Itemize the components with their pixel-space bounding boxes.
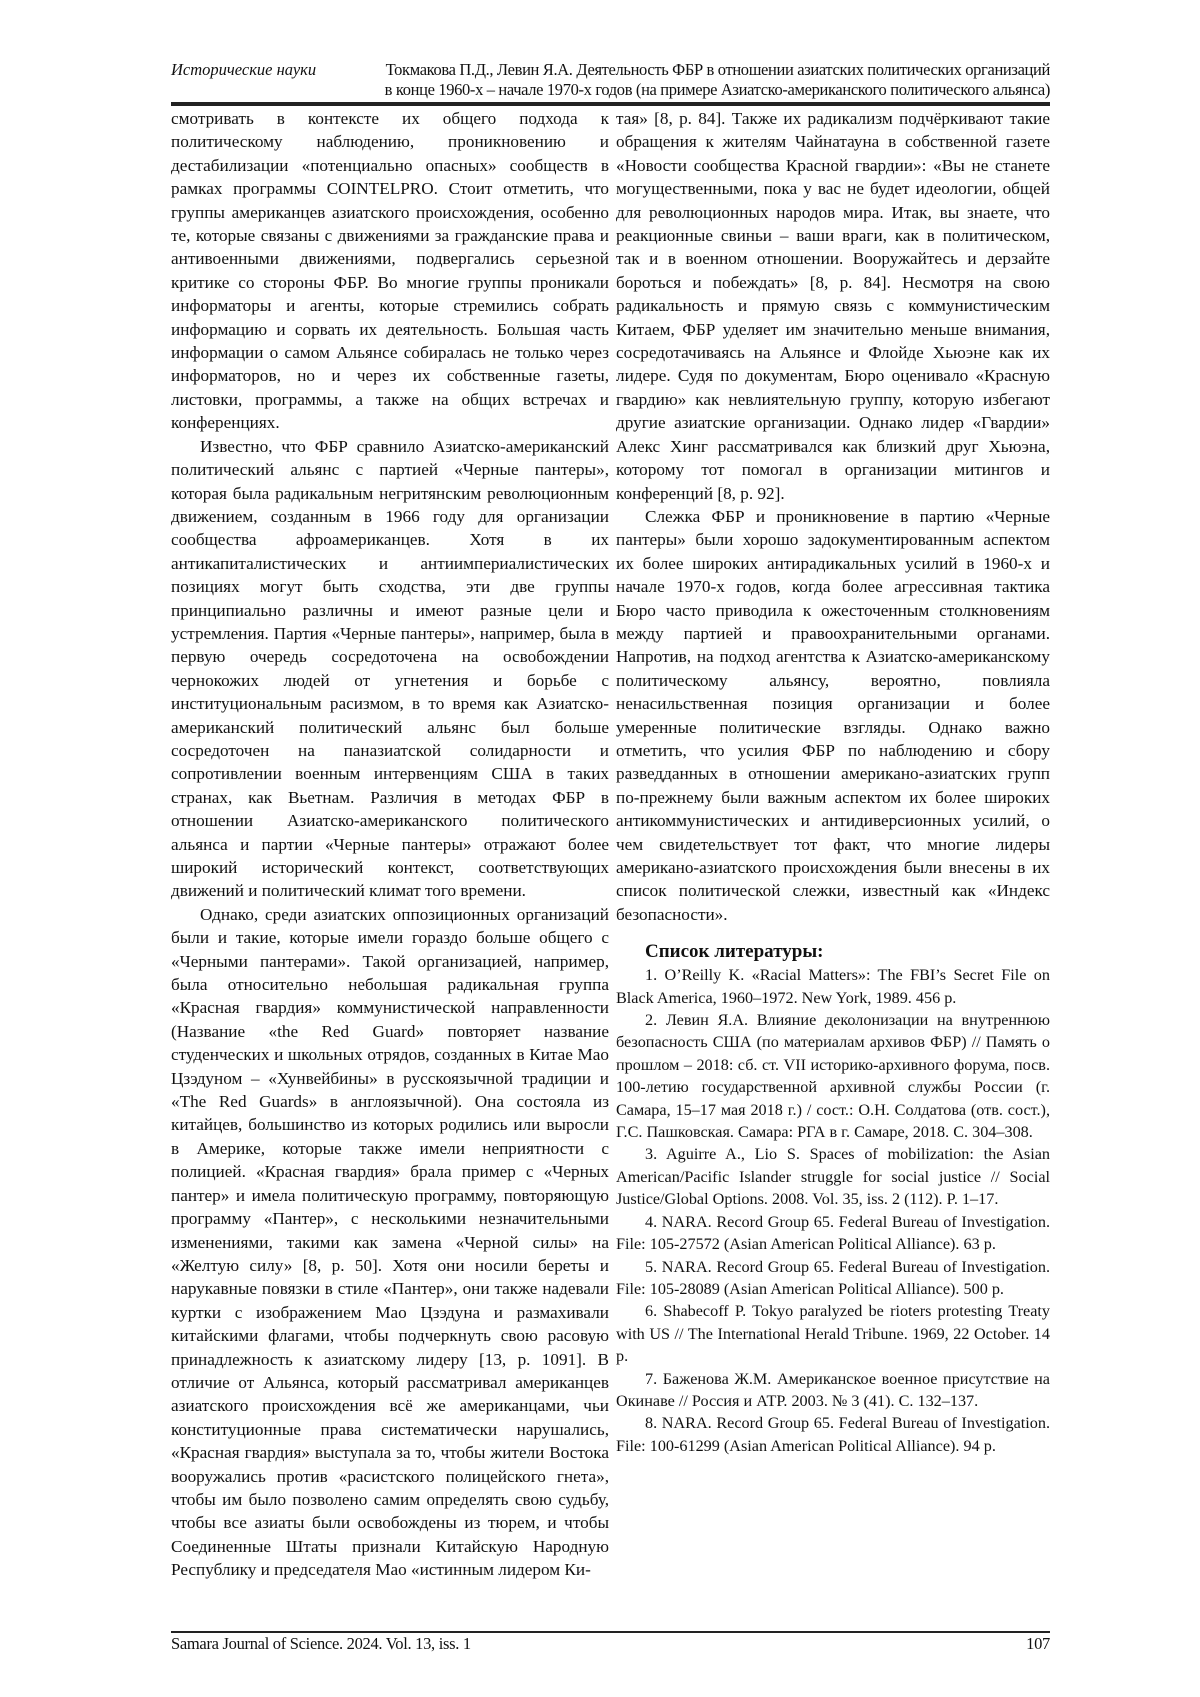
reference-item: 2. Левин Я.А. Влияние деколонизации на внутреннюю безопасность США (по материалам архивов ФБР) // Память о прошлом – 2018: сб. ст. VII историко-архивного форума, посв. 100-летию государственной архивной службы России (г. Самара, 15–17 мая 2018 г.) / сост.: О.Н. Солдатова (отв. сост.), Г.С. Пашковская. Самара: РГА в г. Самаре, 2018. С. 304–308. xyxy=(616,1011,1050,1142)
footer-rule xyxy=(171,1631,1050,1633)
article-title-header xyxy=(321,60,1050,100)
section-name: Исторические науки xyxy=(171,60,317,79)
reference-item: 8. NARA. Record Group 65. Federal Bureau of Investigation. File: 100-61299 (Asian American Political Alliance). 94 p. xyxy=(616,1414,1050,1455)
reference-item: 3. Aguirre A., Lio S. Spaces of mobilization: the Asian American/Pacific Islander struggle for social justice // Social Justice/Global Options. 2008. Vol. 35, iss. 2 (112). P. 1–17. xyxy=(616,1145,1050,1209)
paragraph: Однако, среди азиатских оппозиционных организаций были и такие, которые имели гораздо больше общего с «Черными пантерами». Такой организацией, например, была относительно небольшая радикальная группа «Красная гвардия» коммунистической направленности (Название «the Red Guard» повторяет название студенческих и школьных отрядов, созданных в Китае Мао Цзэдуном – «Хунвейбины» в русскоязычной традиции и «The Red Guards» в англоязычной). Она состояла из китайцев, большинство из которых родились или выросли в Америке, которые также имели неприятности с полицией. «Красная гвардия» брала пример с «Черных пантер» и имела политическую программу, повторяющую программу «Пантер», с несколькими незначительными изменениями, такими как замена «Черной силы» на «Желтую силу» [8, p. 50]. Хотя они носили береты и нарукавные повязки в стиле «Пантер», они также надевали куртки с изображением Мао Цзэдуна и размахивали китайскими флагами, чтобы подчеркнуть свою расовую принадлежность к азиатскому лидеру [13, p. 1091]. В отличие от Альянса, который рассматривал американцев азиатского происхождения всё же американцами, чьи конституционные права систематически нарушались, «Красная гвардия» выступала за то, чтобы жители Востока вооружались против «расистского полицейского гнета», чтобы им было позволено самим определять свою судьбу, чтобы все азиаты были освобождены из тюрем, и чтобы Соединенные Штаты признали Китайскую Народную Республику и председателя Мао «истинным лидером Ки- xyxy=(171,904,609,1580)
header-rule xyxy=(171,102,1050,106)
left-column xyxy=(171,107,609,1582)
running-header xyxy=(171,60,1050,100)
journal-page xyxy=(171,60,1050,1582)
reference-item: 4. NARA. Record Group 65. Federal Bureau of Investigation. File: 105-27572 (Asian American Political Alliance). 63 p. xyxy=(616,1212,1050,1254)
paragraph: Слежка ФБР и проникновение в партию «Черные пантеры» были хорошо задокументированным аспектом их более широких антирадикальных усилий в 1960-х и начале 1970-х годов, когда более агрессивная тактика Бюро часто приводила к ожесточенным столкновениям между партией и правоохранительными органами. Напротив, на подход агентства к Азиатско-американскому политическому альянсу, вероятно, повлияла ненасильственная позиция организации и более умеренные политические взгляды. Однако важно отметить, что усилия ФБР по наблюдению и сбору разведданных в отношении американо-азиатских групп по-прежнему были важным аспектом их более широких антикоммунистических и антидиверсионных усилий, о чем свидетельствует тот факт, что многие лидеры американо-азиатского происхождения были внесены в их список политической слежки, известный как «Индекс безопасности». xyxy=(616,506,1050,924)
paragraph: Известно, что ФБР сравнило Азиатско-американский политический альянс с партией «Черные пантеры», которая была радикальным негритянским революционным движением, созданным в 1966 году для организации сообщества афроамериканцев. Хотя в их антикапиталистических и антиимпериалистических позициях могут быть сходства, эти две группы принципиально различны и имеют разные цели и устремления. Партия «Черные пантеры», например, была в первую очередь сосредоточена на освобождении чернокожих людей от угнетения и борьбе с институциональным расизмом, в то время как Азиатско-американский политический альянс был больше сосредоточен на паназиатской солидарности и сопротивлении военным интервенциям США в таких странах, как Вьетнам. Различия в методах ФБР в отношении Азиатско-американского политического альянса и партии «Черные пантеры» отражают более широкий исторический контекст, соответствующих движений и политический климат того времени. xyxy=(171,436,609,901)
references-heading: Список литературы: xyxy=(645,941,824,963)
reference-item: 7. Баженова Ж.М. Американское военное присутствие на Окинаве // Россия и АТР. 2003. № 3 (41). С. 132–137. xyxy=(616,1369,1050,1410)
header-title-line-1: Токмакова П.Д., Левин Я.А. Деятельность ФБР в отношении азиатских политических организаций xyxy=(385,60,1050,79)
paragraph: тая» [8, p. 84]. Также их радикализм подчёркивают такие обращения к жителям Чайнатауна в собственной газете «Новости сообщества Красной гвардии»: «Вы не станете могущественными, пока у вас не будет идеологии, общей для революционных народов мира. Итак, вы знаете, что реакционные свиньи – ваши враги, как в политическом, так и в военном отношении. Вооружайтесь и дерзайте бороться и побеждать» [8, p. 84]. Несмотря на свою радикальность и прямую связь с коммунистическим Китаем, ФБР уделяет им значительно меньше внимания, сосредотачиваясь на Альянсе и Флойде Хьюэне как их лидере. Судя по документам, Бюро оценивало «Красную гвардию» как невлиятельную группу, которую избегают другие азиатские организации. Однако лидер «Гвардии» Алекс Хинг рассматривался как близкий друг Хьюэна, которому тот помогал в организации митингов и конференций [8, p. 92]. xyxy=(616,109,1050,503)
body-columns xyxy=(171,107,1050,1582)
journal-citation: Samara Journal of Science. 2024. Vol. 13, iss. 1 xyxy=(171,1634,471,1653)
reference-item: 5. NARA. Record Group 65. Federal Bureau of Investigation. File: 105-28089 (Asian American Political Alliance). 500 p. xyxy=(616,1257,1050,1298)
running-footer xyxy=(171,1634,1050,1654)
reference-item: 6. Shabecoff P. Tokyo paralyzed be rioters protesting Treaty with US // The International Herald Tribune. 1969, 22 October. 14 p. xyxy=(616,1302,1050,1366)
header-title-line-2: в конце 1960-х – начале 1970-х годов (на примере Азиатско-американского политического альянса) xyxy=(384,80,1050,99)
page-number: 107 xyxy=(1026,1634,1050,1653)
reference-item: 1. O’Reilly K. «Racial Matters»: The FBI’s Secret File on Black America, 1960–1972. New York, 1989. 456 p. xyxy=(616,966,1050,1007)
paragraph: смотривать в контексте их общего подхода к политическому наблюдению, проникновению и дестабилизации «потенциально опасных» сообществ в рамках программы COINTELPRO. Стоит отметить, что группы американцев азиатского происхождения, особенно те, которые связаны с движениями за гражданские права и антивоенными движениями, подвергались серьезной критике со стороны ФБР. Во многие группы проникали информаторы и агенты, которые стремились собрать информацию и сорвать их деятельность. Большая часть информации о самом Альянсе собиралась не только через информаторов, но и через их собственные газеты, листовки, программы, а также на общих встречах и конференциях. xyxy=(171,109,609,433)
references-list xyxy=(616,964,1050,1457)
right-column xyxy=(616,107,1050,1582)
